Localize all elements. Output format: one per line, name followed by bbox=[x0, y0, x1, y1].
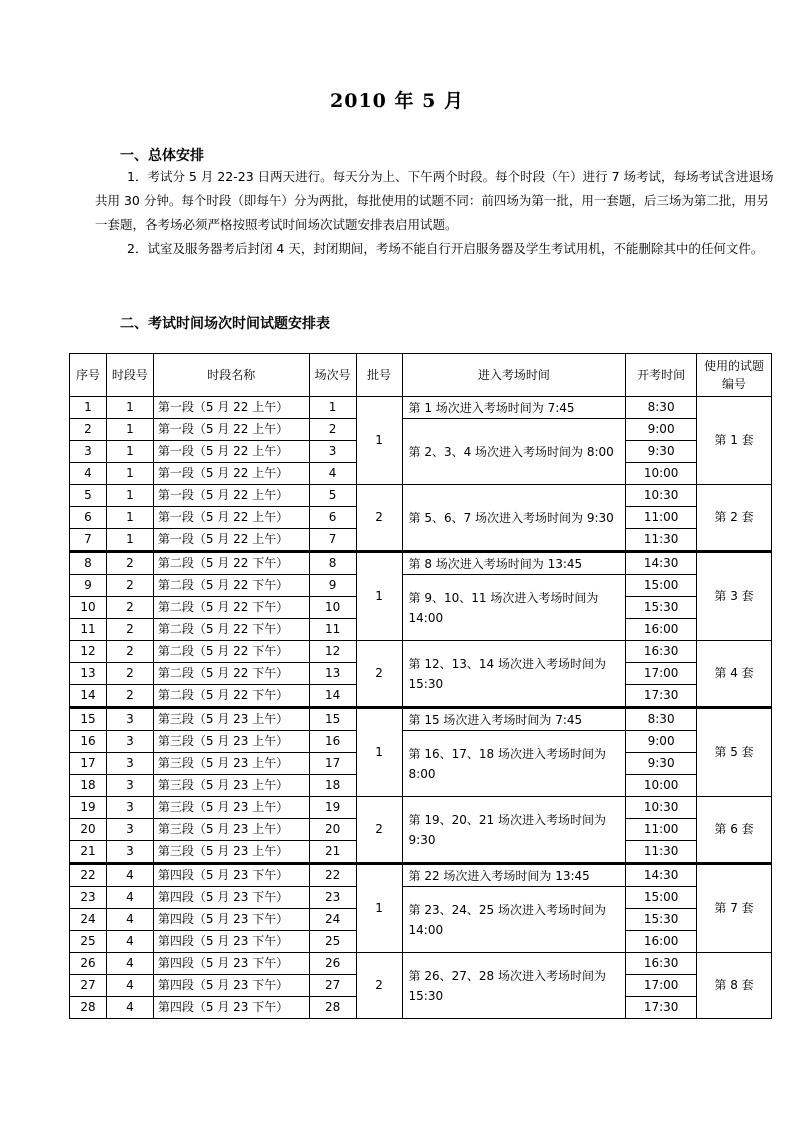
cell-entry-time: 第 26、27、28 场次进入考场时间为 15:30 bbox=[402, 953, 626, 1019]
cell-period-name: 第二段（5 月 22 下午） bbox=[153, 597, 309, 619]
cell-start-time: 15:00 bbox=[626, 575, 697, 597]
cell-period: 2 bbox=[106, 641, 153, 663]
cell-period-name: 第三段（5 月 23 上午） bbox=[153, 797, 309, 819]
overview-paragraph-1: 1．考试分 5 月 22-23 日两天进行。每天分为上、下午两个时段。每个时段（午）进行 7 场考试，每场考试含进退场共用 30 分钟。每个时段（即每午）分为两批，每批使用的试题不同：前四场为第一批，用一套题，后三场为第二批，用另一套题，各考场必须严格按照考试时间场次试题安排表启用试题。 bbox=[95, 169, 774, 232]
cell-period-name: 第一段（5 月 22 上午） bbox=[153, 441, 309, 463]
cell-session: 22 bbox=[309, 864, 356, 887]
cell-period-name: 第一段（5 月 22 上午） bbox=[153, 507, 309, 529]
cell-seq: 20 bbox=[70, 819, 107, 841]
cell-paper-set: 第 3 套 bbox=[697, 552, 772, 641]
header-batch: 批号 bbox=[356, 354, 402, 397]
schedule-body bbox=[70, 397, 772, 1019]
cell-period: 4 bbox=[106, 953, 153, 975]
cell-start-time: 8:30 bbox=[626, 708, 697, 731]
cell-seq: 21 bbox=[70, 841, 107, 864]
cell-period-name: 第四段（5 月 23 下午） bbox=[153, 953, 309, 975]
header-seq: 序号 bbox=[70, 354, 107, 397]
cell-period: 2 bbox=[106, 685, 153, 708]
cell-start-time: 15:30 bbox=[626, 597, 697, 619]
cell-session: 23 bbox=[309, 887, 356, 909]
cell-seq: 5 bbox=[70, 485, 107, 507]
cell-period-name: 第三段（5 月 23 上午） bbox=[153, 775, 309, 797]
cell-seq: 19 bbox=[70, 797, 107, 819]
cell-start-time: 10:00 bbox=[626, 775, 697, 797]
table-row bbox=[70, 797, 772, 819]
cell-paper-set: 第 8 套 bbox=[697, 953, 772, 1019]
cell-seq: 13 bbox=[70, 663, 107, 685]
cell-period: 3 bbox=[106, 819, 153, 841]
cell-session: 9 bbox=[309, 575, 356, 597]
table-row bbox=[70, 641, 772, 663]
cell-start-time: 9:00 bbox=[626, 419, 697, 441]
cell-start-time: 8:30 bbox=[626, 397, 697, 419]
cell-period: 3 bbox=[106, 775, 153, 797]
cell-start-time: 9:00 bbox=[626, 731, 697, 753]
header-session: 场次号 bbox=[309, 354, 356, 397]
cell-session: 2 bbox=[309, 419, 356, 441]
cell-seq: 25 bbox=[70, 931, 107, 953]
cell-entry-time: 第 5、6、7 场次进入考场时间为 9:30 bbox=[402, 485, 626, 552]
cell-period-name: 第四段（5 月 23 下午） bbox=[153, 864, 309, 887]
cell-session: 18 bbox=[309, 775, 356, 797]
cell-start-time: 14:30 bbox=[626, 552, 697, 575]
cell-period: 4 bbox=[106, 864, 153, 887]
cell-seq: 8 bbox=[70, 552, 107, 575]
cell-entry-time: 第 15 场次进入考场时间为 7:45 bbox=[402, 708, 626, 731]
cell-batch: 1 bbox=[356, 864, 402, 953]
cell-period: 3 bbox=[106, 797, 153, 819]
cell-period-name: 第四段（5 月 23 下午） bbox=[153, 975, 309, 997]
cell-start-time: 11:00 bbox=[626, 819, 697, 841]
cell-entry-time: 第 19、20、21 场次进入考场时间为 9:30 bbox=[402, 797, 626, 864]
cell-batch: 2 bbox=[356, 797, 402, 864]
cell-period: 4 bbox=[106, 997, 153, 1019]
cell-paper-set: 第 4 套 bbox=[697, 641, 772, 708]
cell-session: 11 bbox=[309, 619, 356, 641]
cell-period-name: 第四段（5 月 23 下午） bbox=[153, 909, 309, 931]
cell-period-name: 第一段（5 月 22 上午） bbox=[153, 485, 309, 507]
header-paper-set: 使用的试题编号 bbox=[697, 354, 772, 397]
cell-seq: 9 bbox=[70, 575, 107, 597]
cell-paper-set: 第 6 套 bbox=[697, 797, 772, 864]
cell-session: 1 bbox=[309, 397, 356, 419]
cell-period: 4 bbox=[106, 887, 153, 909]
cell-seq: 6 bbox=[70, 507, 107, 529]
table-header-row bbox=[70, 354, 772, 397]
overview-paragraph-2: 2．试室及服务器考后封闭 4 天，封闭期间，考场不能自行开启服务器及学生考试用机，不能删除其中的任何文件。 bbox=[127, 241, 764, 256]
cell-entry-time: 第 23、24、25 场次进入考场时间为 14:00 bbox=[402, 887, 626, 953]
table-row bbox=[70, 419, 772, 441]
cell-seq: 18 bbox=[70, 775, 107, 797]
cell-entry-time: 第 12、13、14 场次进入考场时间为 15:30 bbox=[402, 641, 626, 708]
cell-session: 28 bbox=[309, 997, 356, 1019]
cell-seq: 1 bbox=[70, 397, 107, 419]
cell-paper-set: 第 1 套 bbox=[697, 397, 772, 485]
table-row bbox=[70, 485, 772, 507]
cell-period-name: 第一段（5 月 22 上午） bbox=[153, 463, 309, 485]
cell-period: 1 bbox=[106, 397, 153, 419]
cell-batch: 2 bbox=[356, 641, 402, 708]
cell-period-name: 第一段（5 月 22 上午） bbox=[153, 529, 309, 552]
section-heading-overview: 一、总体安排 bbox=[120, 148, 204, 164]
cell-seq: 23 bbox=[70, 887, 107, 909]
cell-seq: 10 bbox=[70, 597, 107, 619]
cell-seq: 28 bbox=[70, 997, 107, 1019]
cell-session: 27 bbox=[309, 975, 356, 997]
cell-period-name: 第四段（5 月 23 下午） bbox=[153, 931, 309, 953]
cell-period: 2 bbox=[106, 575, 153, 597]
cell-start-time: 11:30 bbox=[626, 529, 697, 552]
cell-start-time: 10:00 bbox=[626, 463, 697, 485]
table-row bbox=[70, 552, 772, 575]
cell-period: 3 bbox=[106, 841, 153, 864]
cell-batch: 1 bbox=[356, 552, 402, 641]
cell-session: 26 bbox=[309, 953, 356, 975]
cell-seq: 15 bbox=[70, 708, 107, 731]
cell-period: 2 bbox=[106, 552, 153, 575]
cell-session: 24 bbox=[309, 909, 356, 931]
cell-seq: 26 bbox=[70, 953, 107, 975]
cell-entry-time: 第 1 场次进入考场时间为 7:45 bbox=[402, 397, 626, 419]
cell-start-time: 10:30 bbox=[626, 797, 697, 819]
cell-start-time: 17:00 bbox=[626, 663, 697, 685]
cell-session: 12 bbox=[309, 641, 356, 663]
header-start-time: 开考时间 bbox=[626, 354, 697, 397]
cell-session: 16 bbox=[309, 731, 356, 753]
cell-session: 5 bbox=[309, 485, 356, 507]
cell-period-name: 第二段（5 月 22 下午） bbox=[153, 619, 309, 641]
table-row bbox=[70, 731, 772, 753]
cell-start-time: 14:30 bbox=[626, 864, 697, 887]
cell-session: 7 bbox=[309, 529, 356, 552]
cell-start-time: 11:30 bbox=[626, 841, 697, 864]
cell-period: 1 bbox=[106, 419, 153, 441]
cell-seq: 11 bbox=[70, 619, 107, 641]
cell-entry-time: 第 8 场次进入考场时间为 13:45 bbox=[402, 552, 626, 575]
table-row bbox=[70, 864, 772, 887]
cell-batch: 1 bbox=[356, 708, 402, 797]
cell-period-name: 第二段（5 月 22 下午） bbox=[153, 663, 309, 685]
cell-paper-set: 第 5 套 bbox=[697, 708, 772, 797]
cell-seq: 22 bbox=[70, 864, 107, 887]
cell-period: 2 bbox=[106, 619, 153, 641]
cell-period: 3 bbox=[106, 731, 153, 753]
schedule-table bbox=[69, 353, 772, 1019]
cell-period: 4 bbox=[106, 931, 153, 953]
cell-session: 20 bbox=[309, 819, 356, 841]
cell-start-time: 16:00 bbox=[626, 619, 697, 641]
cell-paper-set: 第 2 套 bbox=[697, 485, 772, 552]
cell-period-name: 第三段（5 月 23 上午） bbox=[153, 731, 309, 753]
cell-entry-time: 第 9、10、11 场次进入考场时间为 14:00 bbox=[402, 575, 626, 641]
cell-start-time: 9:30 bbox=[626, 753, 697, 775]
cell-period-name: 第一段（5 月 22 上午） bbox=[153, 397, 309, 419]
cell-period: 1 bbox=[106, 485, 153, 507]
cell-session: 13 bbox=[309, 663, 356, 685]
cell-period: 2 bbox=[106, 663, 153, 685]
cell-start-time: 15:30 bbox=[626, 909, 697, 931]
cell-session: 25 bbox=[309, 931, 356, 953]
cell-period-name: 第三段（5 月 23 上午） bbox=[153, 841, 309, 864]
table-row bbox=[70, 575, 772, 597]
cell-start-time: 16:00 bbox=[626, 931, 697, 953]
page-title: 2010 年 5 月 bbox=[330, 90, 464, 112]
cell-period: 4 bbox=[106, 975, 153, 997]
cell-seq: 7 bbox=[70, 529, 107, 552]
cell-session: 14 bbox=[309, 685, 356, 708]
cell-period: 1 bbox=[106, 507, 153, 529]
cell-period: 4 bbox=[106, 909, 153, 931]
cell-period-name: 第三段（5 月 23 上午） bbox=[153, 708, 309, 731]
cell-seq: 3 bbox=[70, 441, 107, 463]
cell-batch: 1 bbox=[356, 397, 402, 485]
cell-period-name: 第四段（5 月 23 下午） bbox=[153, 887, 309, 909]
cell-entry-time: 第 22 场次进入考场时间为 13:45 bbox=[402, 864, 626, 887]
cell-batch: 2 bbox=[356, 953, 402, 1019]
table-row bbox=[70, 887, 772, 909]
cell-period: 2 bbox=[106, 597, 153, 619]
cell-start-time: 10:30 bbox=[626, 485, 697, 507]
cell-seq: 12 bbox=[70, 641, 107, 663]
cell-session: 17 bbox=[309, 753, 356, 775]
cell-seq: 17 bbox=[70, 753, 107, 775]
cell-seq: 24 bbox=[70, 909, 107, 931]
cell-period-name: 第二段（5 月 22 下午） bbox=[153, 641, 309, 663]
header-entry-time: 进入考场时间 bbox=[402, 354, 626, 397]
cell-period-name: 第二段（5 月 22 下午） bbox=[153, 575, 309, 597]
cell-session: 6 bbox=[309, 507, 356, 529]
cell-start-time: 16:30 bbox=[626, 641, 697, 663]
cell-seq: 2 bbox=[70, 419, 107, 441]
cell-seq: 27 bbox=[70, 975, 107, 997]
table-row bbox=[70, 708, 772, 731]
cell-session: 21 bbox=[309, 841, 356, 864]
cell-start-time: 17:30 bbox=[626, 685, 697, 708]
cell-entry-time: 第 2、3、4 场次进入考场时间为 8:00 bbox=[402, 419, 626, 485]
table-row bbox=[70, 953, 772, 975]
cell-period: 3 bbox=[106, 708, 153, 731]
header-period: 时段号 bbox=[106, 354, 153, 397]
cell-period: 1 bbox=[106, 529, 153, 552]
cell-start-time: 16:30 bbox=[626, 953, 697, 975]
cell-paper-set: 第 7 套 bbox=[697, 864, 772, 953]
cell-start-time: 11:00 bbox=[626, 507, 697, 529]
cell-seq: 4 bbox=[70, 463, 107, 485]
cell-session: 3 bbox=[309, 441, 356, 463]
cell-period: 1 bbox=[106, 463, 153, 485]
cell-seq: 14 bbox=[70, 685, 107, 708]
cell-batch: 2 bbox=[356, 485, 402, 552]
cell-start-time: 9:30 bbox=[626, 441, 697, 463]
cell-period-name: 第三段（5 月 23 上午） bbox=[153, 753, 309, 775]
cell-session: 8 bbox=[309, 552, 356, 575]
cell-session: 4 bbox=[309, 463, 356, 485]
cell-seq: 16 bbox=[70, 731, 107, 753]
cell-start-time: 17:00 bbox=[626, 975, 697, 997]
cell-period: 1 bbox=[106, 441, 153, 463]
cell-period-name: 第三段（5 月 23 上午） bbox=[153, 819, 309, 841]
cell-session: 19 bbox=[309, 797, 356, 819]
cell-session: 10 bbox=[309, 597, 356, 619]
section-heading-schedule: 二、考试时间场次时间试题安排表 bbox=[120, 316, 330, 332]
header-period-name: 时段名称 bbox=[153, 354, 309, 397]
cell-period-name: 第二段（5 月 22 下午） bbox=[153, 552, 309, 575]
cell-start-time: 17:30 bbox=[626, 997, 697, 1019]
cell-period-name: 第四段（5 月 23 下午） bbox=[153, 997, 309, 1019]
cell-start-time: 15:00 bbox=[626, 887, 697, 909]
cell-entry-time: 第 16、17、18 场次进入考场时间为 8:00 bbox=[402, 731, 626, 797]
overview-text bbox=[95, 165, 775, 261]
cell-period: 3 bbox=[106, 753, 153, 775]
cell-session: 15 bbox=[309, 708, 356, 731]
cell-period-name: 第一段（5 月 22 上午） bbox=[153, 419, 309, 441]
cell-period-name: 第二段（5 月 22 下午） bbox=[153, 685, 309, 708]
table-row bbox=[70, 397, 772, 419]
